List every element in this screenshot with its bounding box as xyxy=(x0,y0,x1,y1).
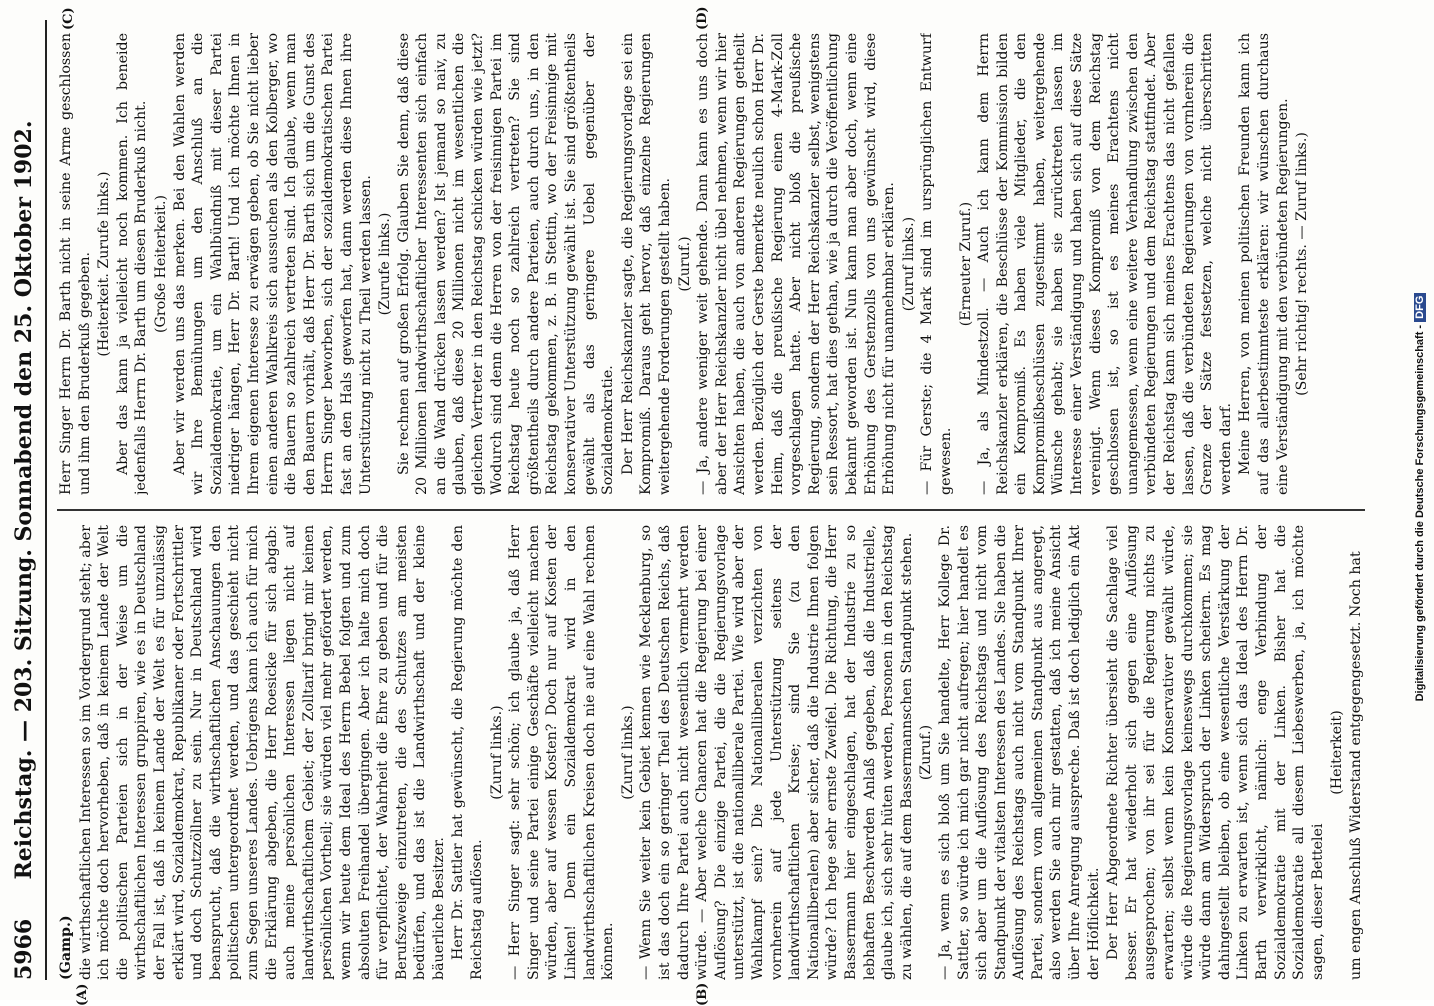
credit-text: Digitalisierung gefördert durch die Deutsche Forschungsgemeinschaft - xyxy=(1414,324,1426,702)
rotated-page xyxy=(5,6,1375,1006)
column-divider xyxy=(57,509,1365,511)
interjection: (Zuruf.) xyxy=(918,724,935,781)
paragraph: Herr Singer Herrn Dr. Barth nicht in seine Arme geschlossen und ihm den Bruderkuß gegeben. xyxy=(58,33,93,495)
paragraph: um engen Anschluß Widerstand entgegengesetzt. Noch hat xyxy=(1347,551,1364,980)
interjection: (Erneuter Zuruf.) xyxy=(957,201,974,327)
interjection: (Zuruf.) xyxy=(676,236,693,292)
paragraph: — Für Gerste; die 4 Mark sind im ursprünglichen Entwurf gewesen. xyxy=(919,33,954,495)
interjection: (Heiterkeit) xyxy=(1329,710,1346,795)
paragraph: — Ja, andere weniger weit gehende. Dann kann es uns doch aber der Herr Reichskanzler nicht übel nehmen, wenn wir hier Ansichten haben, die auch von anderen Regierungen getheilt werden. Bezüglich der Gerste bemerkte neulich schon Herr Dr. Heim, daß die preußische Regierung einen 4-Mark-Zoll vorgeschlagen hatte. Aber nicht bloß die preußische Regierung, sondern der Herr Reichskanzler selbst, wenigstens sein Ressort, hat dies gethan, wie ja durch die Veröffentlichung bekannt geworden ist. Nun kann man aber doch, wenn eine Erhöhung des Gerstenzolls von uns gewünscht wird, diese Erhöhung nicht für unannehmbar erklären. xyxy=(695,33,898,495)
paragraph: — Ja, wenn es sich bloß um Sie handelte, Herr Kollege Dr. Sattler, so würde ich mich gar nicht aufregen; hier handelt es sich aber um die Auflösung des Reichstags und nicht vom Standpunkt der vitalsten Interessen des Landes. Sie haben die Auflösung des Reichstags auch nicht vom Standpunkt Ihrer Partei, sondern vom allgemeinen Standpunkt aus angeregt, also werden Sie auch mir gestatten, daß ich meine Ansicht über Ihre Anregung ausspreche. Daß ist doch lediglich ein Akt der Höflichkeit. xyxy=(936,525,1102,980)
paragraph: Aber das kann ja vielleicht noch kommen. Ich beneide jedenfalls Herrn Dr. Barth um diesen Bruderkuß nicht. xyxy=(114,33,150,495)
margin-marker-c: (C) xyxy=(61,7,76,30)
dfg-logo: DFG xyxy=(1414,293,1426,322)
margin-marker-a: (A) xyxy=(75,983,90,1006)
speaker-tag: (Gamp.) xyxy=(58,915,74,980)
interjection: (Heiterkeit. Zurufe links.) xyxy=(96,171,113,357)
page-number: 5966 xyxy=(11,918,37,980)
paragraph: Herr Dr. Sattler hat gewünscht, die Regierung möchte den Reichstag auflösen. xyxy=(450,525,486,980)
paragraph: Meine Herren, von meinen politischen Freunden kann ich auf das allerbestimmteste erklären: wir wünschen durchaus eine Verständigung mit den verbündeten Regierungen. xyxy=(1237,33,1291,495)
paragraph: — Herr Singer sagt: sehr schön; ich glaube ja, daß Herr Singer und seine Partei einige Geschäfte vielleicht machen würden, aber auf wessen Kosten? Doch nur auf Kosten der Linken! Denn ein Sozialdemokrat wird in den landwirthschaftlichen Kreisen doch nie auf eine Wahl rechnen können. xyxy=(507,525,617,980)
paragraph: Sie rechnen auf großen Erfolg. Glauben Sie denn, daß diese 20 Millionen landwirthschaftlicher Interessenten sich einfach an die Wand drücken lassen werden? Ist jemand so naiv, zu glauben, daß diese 20 Millionen nicht im wesentlichen die gleichen Vertreter in den Reichstag schicken würden wie jetzt? Wodurch sind denn die Herren von der freisinnigen Partei im Reichstag heute noch so zahlreich vertreten? Sie sind größtentheils durch andere Parteien, auch durch uns, in den Reichstag gekommen, z. B. in Stettin, wo der Freisinnige mit konservativer Unterstützung gewählt ist. Sie sind größtentheils gewählt als das geringere Uebel gegenüber der Sozialdemokratie. xyxy=(395,33,617,495)
interjection: (Große Heiterkeit.) xyxy=(152,194,169,334)
right-column xyxy=(57,33,1365,495)
interjection: (Zurufe links.) xyxy=(377,212,394,316)
interjection: (Zuruf links.) xyxy=(619,705,636,800)
paragraph: Der Herr Reichskanzler sagte, die Regierungsvorlage sei ein Kompromiß. Daraus geht hervor, daß einzelne Regierungen weitergehende Forderungen gestellt haben. xyxy=(619,33,673,495)
paragraph: — Wenn Sie weiter kein Gebiet kennen wie Mecklenburg, so ist das doch ein so geringer Theil des Deutschen Reichs, daß dadurch Ihre Partei auch nicht wesentlich vermehrt werden würde. — Aber welche Chancen hat die Regierung bei einer Auflösung? Die einzige Partei, die die Regierungsvorlage unterstützt, ist die nationalliberale Partei. Wie wird aber der Wahlkampf sein? Die Nationalliberalen verzichten von vornherein auf jede Unterstützung seitens der landwirthschaftlichen Kreise; sind Sie (zu den Nationalliberalen) aber sicher, daß die Industrie Ihnen folgen würde? Ich hege sehr ernste Zweifel. Die Richtung, die Herr Bassermann hier eingeschlagen, hat der Industrie zu so lebhaften Beschwerden Anlaß gegeben, daß die Industrielle, glaube ich, sich sehr hüten werden, Personen in den Reichstag zu wählen, die auf dem Bassermannschen Standpunkt stehen. xyxy=(638,525,915,980)
left-column xyxy=(57,525,1365,980)
margin-marker-d: (D) xyxy=(695,6,710,30)
running-head: Reichstag. — 203. Sitzung. Sonnabend den 25. Oktober 1902. xyxy=(11,120,37,880)
paragraph: Der Herr Abgeordnete Richter übersieht die Sachlage viel besser. Er hat wiederholt sich gegen eine Auflösung ausgesprochen; von ihr sei für die Regierung nichts zu erwarten; selbst wenn kein Konservativer gewählt würde, würde die Regierungsvorlage keineswegs durchkommen; sie würde dann am Widerspruch der Linken scheitern. Es mag dahingestellt bleiben, ob eine wesentliche Verstärkung der Linken zu erwarten ist, wenn sich das Ideal des Herrn Dr. Barth verwirklicht, nämlich: enge Verbindung der Sozialdemokratie mit der Linken. Bisher hat die Sozialdemokratie all diesem Liebeswerben, ja, ich möchte sagen, dieser Bettelei xyxy=(1105,525,1326,980)
interjection: (Sehr richtig! rechts. — Zuruf links.) xyxy=(1294,132,1311,396)
paragraph: Aber wir werden uns das merken. Bei den Wahlen werden wir Ihre Bemühungen um den Anschluß an die Sozialdemokratie, um ein Wahlbündniß mit dieser Partei niedriger hängen, Herr Dr. Barth! Und ich möchte Ihnen in Ihrem eigenen Interesse zu erwägen geben, ob Sie nicht lieber einen anderen Wahlkreis sich aussuchen als den Kolberger, wo die Bauern so zahlreich vertreten sind. Ich glaube, wenn man den Bauern vorhält, daß Herr Dr. Barth sich um die Gunst des Herrn Singer beworben, sich der sozialdemokratischen Partei fast an den Hals geworfen hat, dann werden diese Ihnen ihre Unterstützung nicht zu Theil werden lassen. xyxy=(171,33,374,495)
paragraph: — Ja, als Mindestzoll. — Auch ich kann dem Herrn Reichskanzler erklären, die Beschlüsse der Kommission bilden ein Kompromiß. Es haben viele Mitglieder, die den Kompromißbeschlüssen zugestimmt haben, weitergehende Wünsche gehabt; sie haben sie zurücktreten lassen im Interesse einer Verständigung und haben sich auf diese Sätze vereinigt. Wenn dieses Kompromiß von dem Reichstag geschlossen ist, so ist es meines Erachtens nicht unangemessen, wenn eine weitere Verhandlung zwischen den verbündeten Regierungen und dem Reichstag stattfindet. Aber der Reichstag kann sich meines Erachtens das nicht gefallen lassen, daß die verbündeten Regierungen von vornherein die Grenze der Sätze festsetzen, welche nicht überschritten werden darf. xyxy=(976,33,1234,495)
interjection: (Zuruf links.) xyxy=(488,705,505,800)
paragraph: die wirthschaftlichen Interessen so im Vordergrund steht; aber ich möchte doch hervorheben, daß in keinem Lande der Welt die politischen Parteien sich in der Weise um die wirthschaftlichen Interessen gruppiren, wie es in Deutschland der Fall ist, daß in keinem Lande der Welt es für unzulässig erklärt wird, Sozialdemokrat, Republikaner oder Fortschrittler und doch Schutzzöllner zu sein. Nur in Deutschland wird beansprucht, daß die wirthschaftlichen Anschauungen den politischen untergeordnet werden, und das geschieht nicht zum Segen unseres Landes. Uebrigens kann ich auch für mich die Erklärung abgeben, die Herr Roesicke für sich abgab: auch meine persönlichen Interessen liegen nicht auf landwirthschaftlichem Gebiet; der Zolltarif bringt mir keinen persönlichen Vortheil; sie würden viel mehr gefördert werden, wenn wir heute dem Ideal des Herrn Bebel folgten und zum absoluten Freihandel übergingen. Aber ich halte mich doch für verpflichtet, der Wahrheit die Ehre zu geben und für die Berufszweige einzutreten, die des Schutzes am meisten bedürfen, und das ist die Landwirthschaft und der kleine bäuerliche Besitzer. xyxy=(77,525,447,980)
page-header xyxy=(5,20,47,980)
digitization-credit xyxy=(1406,0,1434,1000)
interjection: (Zuruf links.) xyxy=(900,216,917,312)
margin-marker-b: (B) xyxy=(695,982,710,1006)
